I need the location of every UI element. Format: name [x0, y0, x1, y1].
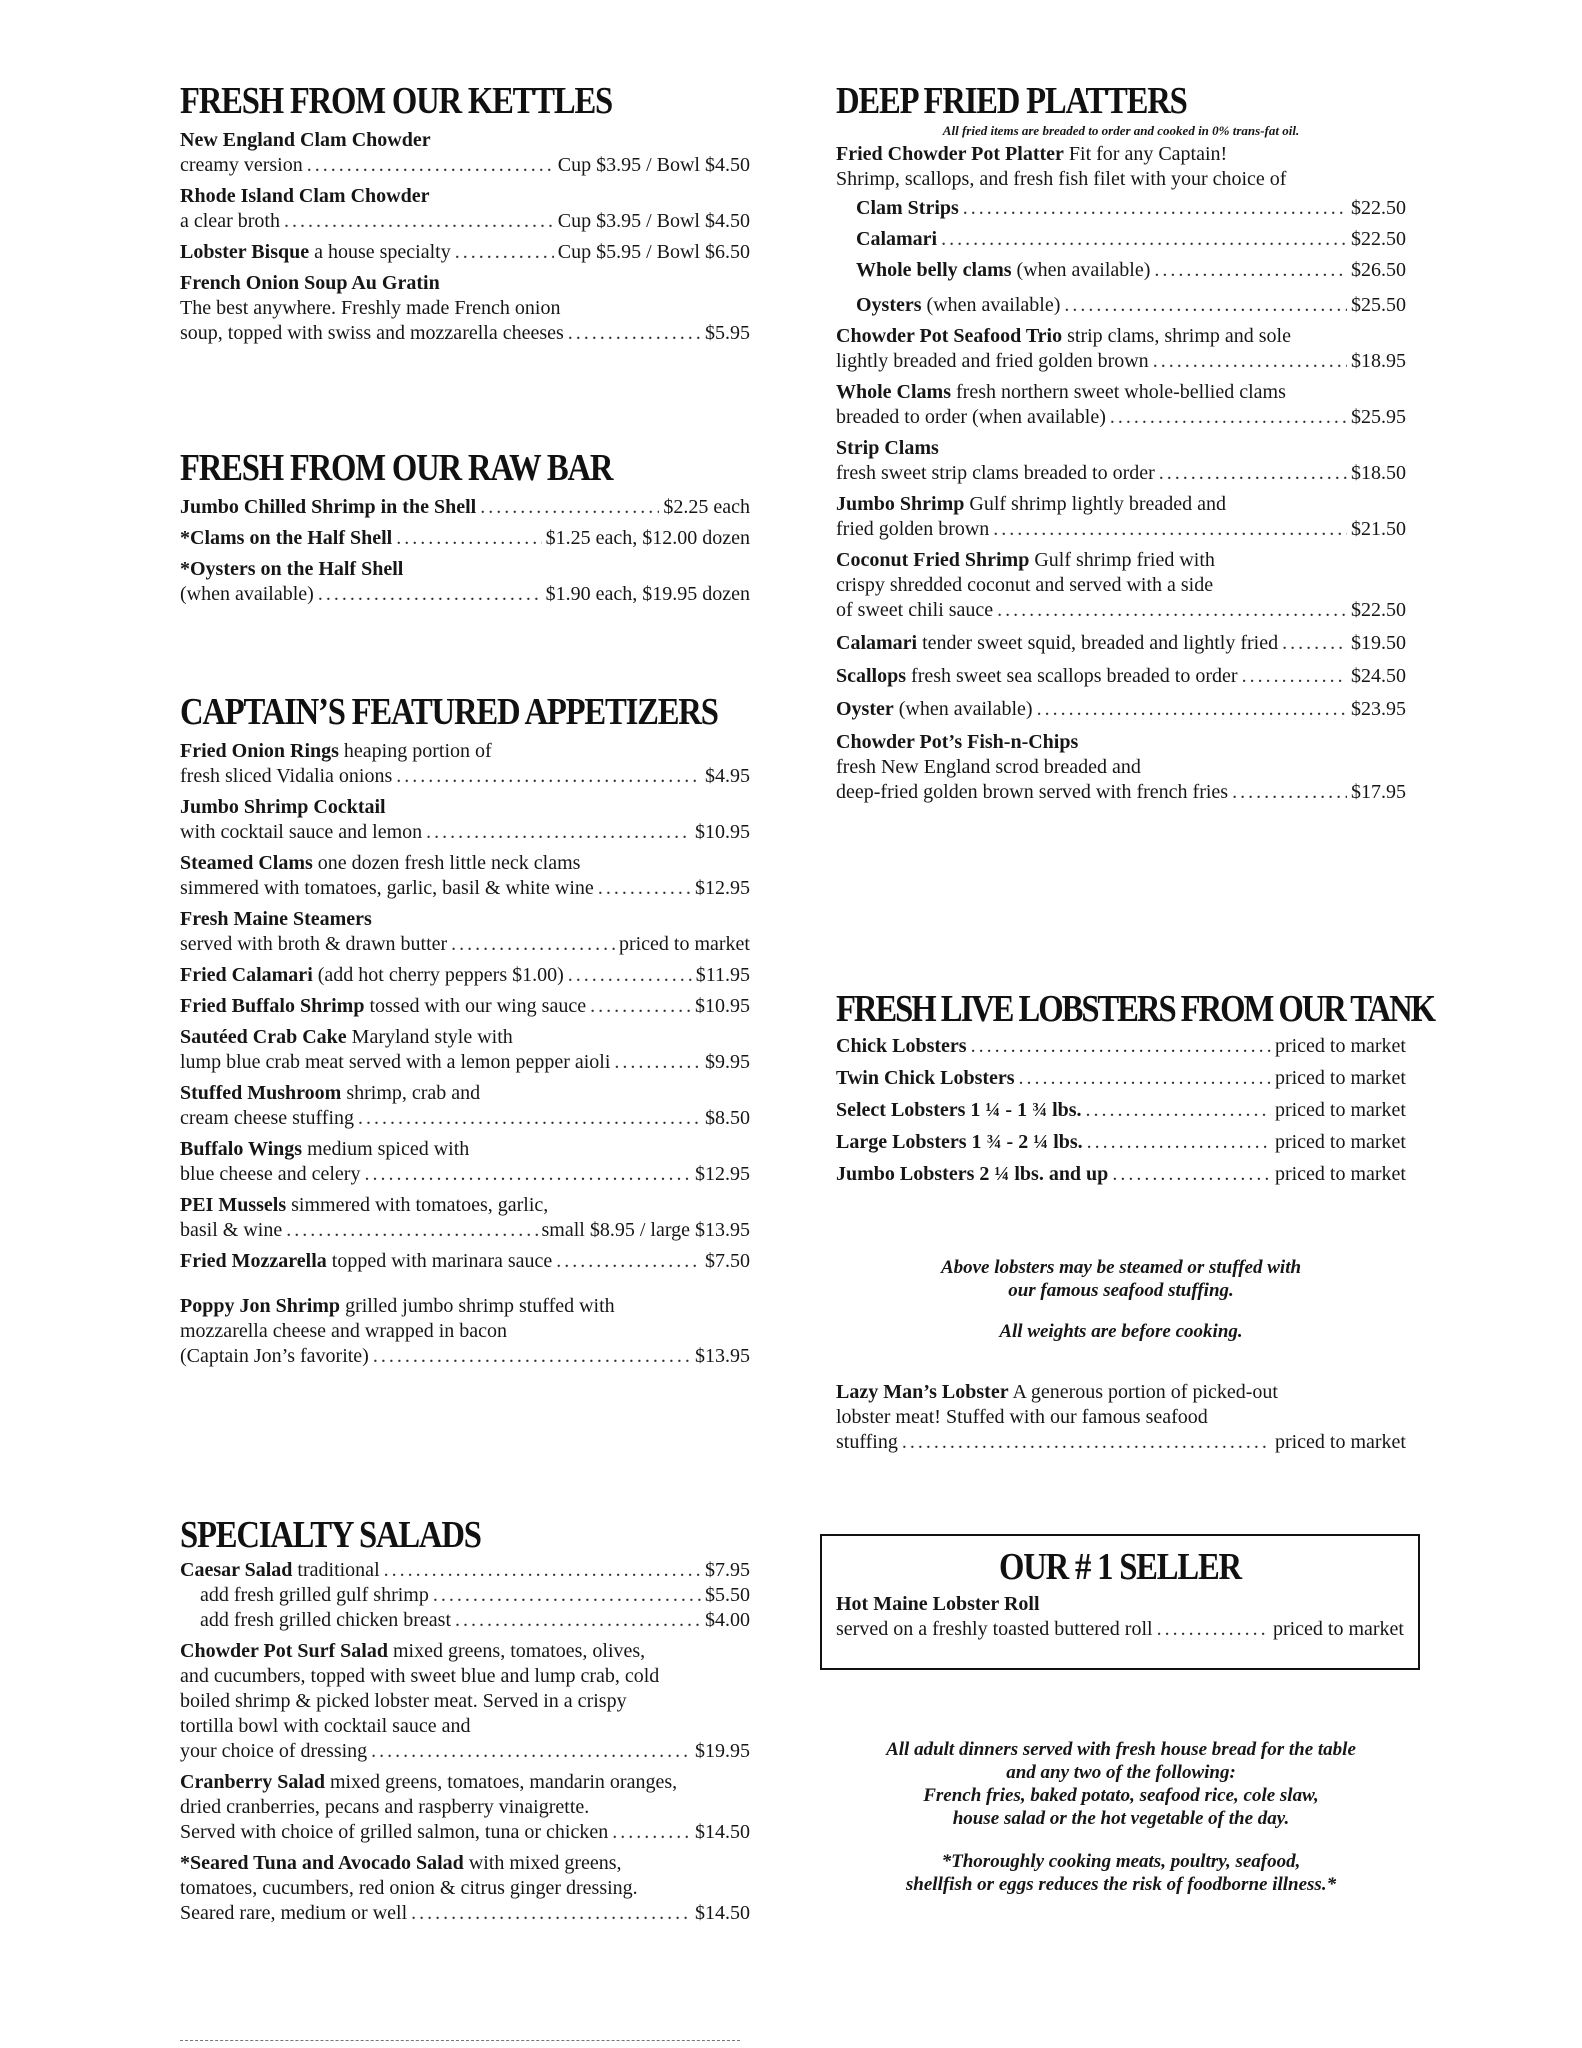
section-title-lobsters: FRESH LIVE LOBSTERS FROM OUR TANK: [836, 988, 1435, 1030]
item-desc: breaded to order (when available): [836, 406, 1106, 428]
item-desc: deep-fried golden brown served with french fries: [836, 781, 1229, 803]
item-desc: Shrimp, scallops, and fresh fish filet with your choice of: [836, 168, 1287, 190]
item-price: $12.95: [695, 877, 750, 899]
item-desc: (add hot cherry peppers $1.00): [312, 964, 564, 986]
item-desc: Fit for any Captain!: [1063, 143, 1228, 165]
menu-item: [180, 1249, 750, 1274]
menu-item: [180, 1137, 750, 1187]
item-price: $10.95: [695, 821, 750, 843]
item-desc: served on a freshly toasted buttered roll: [836, 1618, 1153, 1640]
platters-section: [836, 80, 1406, 805]
item-desc: a clear broth: [180, 210, 280, 232]
item-name: Chowder Pot Surf Salad: [180, 1640, 388, 1662]
item-price: $11.95: [695, 964, 750, 986]
item-desc: fresh New England scrod breaded and: [836, 756, 1141, 778]
lobster-notes: [836, 1256, 1406, 1343]
item-desc: fresh sweet sea scallops breaded to order: [906, 665, 1238, 687]
item-name: PEI Mussels: [180, 1194, 287, 1216]
menu-item: [836, 730, 1406, 805]
kettles-section: [180, 80, 750, 346]
lazy-lobster: [836, 1374, 1406, 1455]
menu-item: [180, 526, 750, 551]
section-title-rawbar: FRESH FROM OUR RAW BAR: [180, 447, 613, 489]
safety-note: *Thoroughly cooking meats, poultry, seafood,: [941, 1851, 1301, 1872]
item-price: $14.50: [695, 1821, 750, 1843]
lobsters-section: [836, 988, 1435, 1187]
item-name: Fried Calamari: [180, 964, 313, 986]
item-name: French Onion Soup Au Gratin: [180, 272, 440, 294]
item-name: Fresh Maine Steamers: [180, 908, 372, 930]
item-name: Fried Mozzarella: [180, 1250, 327, 1272]
item-desc: A generous portion of picked-out: [1008, 1381, 1278, 1403]
item-name: Steamed Clams: [180, 852, 313, 874]
item-name: Jumbo Lobsters 2 ¼ lbs. and up: [836, 1163, 1109, 1185]
item-price: $12.95: [695, 1163, 750, 1185]
item-name: Jumbo Chilled Shrimp in the Shell: [180, 496, 477, 518]
item-price: Cup $3.95 / Bowl $4.50: [557, 210, 750, 232]
item-price: $5.50: [705, 1584, 750, 1606]
item-desc: Seared rare, medium or well: [180, 1902, 408, 1924]
menu-item: [180, 739, 750, 789]
menu-item: [180, 240, 750, 265]
item-desc: crispy shredded coconut and served with a side: [836, 574, 1214, 596]
item-price: $9.95: [705, 1051, 750, 1073]
item-desc: creamy version: [180, 154, 303, 176]
dinner-note: and any two of the following:: [1006, 1762, 1236, 1783]
item-desc: of sweet chili sauce: [836, 599, 994, 621]
menu-item: [180, 795, 750, 845]
item-desc: fried golden brown: [836, 518, 990, 540]
item-desc: mixed greens, tomatoes, olives,: [388, 1640, 646, 1662]
choice-name: Oysters: [856, 294, 922, 316]
menu-item: [180, 1294, 750, 1369]
platters-note: All fried items are breaded to order and cooked in 0% trans-fat oil.: [942, 123, 1300, 138]
item-desc: a house specialty: [309, 241, 451, 263]
choice-name: Calamari: [856, 228, 938, 250]
item-price: $1.25 each, $12.00 dozen: [545, 527, 750, 549]
item-price: $22.50: [1351, 228, 1406, 250]
item-addon: add fresh grilled chicken breast: [200, 1609, 452, 1631]
menu-item: [836, 697, 1406, 722]
menu-item: [180, 1851, 750, 1926]
item-name: Lazy Man’s Lobster: [836, 1381, 1009, 1403]
item-name: *Seared Tuna and Avocado Salad: [180, 1852, 464, 1874]
item-name: Fried Buffalo Shrimp: [180, 995, 365, 1017]
menu-item: [836, 324, 1406, 374]
item-price: priced to market: [1274, 1035, 1406, 1057]
menu-item: [836, 1380, 1406, 1455]
item-price: $17.95: [1351, 781, 1406, 803]
item-name: *Clams on the Half Shell: [180, 527, 393, 549]
item-desc: served with broth & drawn butter: [180, 933, 448, 955]
item-desc: grilled jumbo shrimp stuffed with: [340, 1295, 615, 1317]
menu-item: [836, 631, 1406, 656]
item-price: $21.50: [1351, 518, 1406, 540]
item-name: Chowder Pot Seafood Trio: [836, 325, 1063, 347]
item-name: Strip Clams: [836, 437, 939, 459]
item-price: Cup $5.95 / Bowl $6.50: [557, 241, 750, 263]
item-name: Poppy Jon Shrimp: [180, 1295, 341, 1317]
dinner-note: French fries, baked potato, seafood rice, cole slaw,: [923, 1785, 1319, 1806]
item-price: $26.50: [1351, 259, 1406, 281]
section-title-platters: DEEP FRIED PLATTERS: [836, 80, 1187, 122]
menu-item: [180, 1770, 750, 1845]
item-desc: topped with marinara sauce: [326, 1250, 553, 1272]
item-price: priced to market: [618, 933, 750, 955]
item-price: $19.50: [1351, 632, 1406, 654]
menu-item: [180, 1081, 750, 1131]
item-desc: traditional: [292, 1559, 380, 1581]
salads-section: [180, 1514, 750, 1926]
menu-item: [836, 436, 1406, 486]
item-price: $7.95: [705, 1559, 750, 1581]
menu-item: [180, 495, 750, 520]
appetizers-section: [180, 691, 750, 1369]
item-name: Coconut Fried Shrimp: [836, 549, 1030, 571]
choice-desc: (when available): [921, 294, 1061, 316]
item-price: small $8.95 / large $13.95: [541, 1219, 750, 1241]
item-desc: and cucumbers, topped with sweet blue and lump crab, cold: [180, 1665, 660, 1687]
item-price: $18.50: [1351, 462, 1406, 484]
item-price: $1.90 each, $19.95 dozen: [545, 583, 750, 605]
item-desc: tortilla bowl with cocktail sauce and: [180, 1715, 471, 1737]
safety-note: shellfish or eggs reduces the risk of foodborne illness.*: [905, 1874, 1337, 1895]
item-name: Oyster: [836, 698, 894, 720]
dinner-note: house salad or the hot vegetable of the day.: [952, 1808, 1290, 1829]
menu-item: [180, 184, 750, 234]
item-desc: boiled shrimp & picked lobster meat. Served in a crispy: [180, 1690, 627, 1712]
item-price: Cup $3.95 / Bowl $4.50: [557, 154, 750, 176]
item-name: Chick Lobsters: [836, 1035, 967, 1057]
menu-item: [836, 380, 1406, 430]
item-name: Twin Chick Lobsters: [836, 1067, 1015, 1089]
item-price: $23.95: [1351, 698, 1406, 720]
item-desc: cream cheese stuffing: [180, 1107, 354, 1129]
item-desc: shrimp, crab and: [341, 1082, 481, 1104]
item-name: Stuffed Mushroom: [180, 1082, 342, 1104]
item-desc: lightly breaded and fried golden brown: [836, 350, 1149, 372]
menu-item: [836, 1592, 1404, 1642]
menu-item: [180, 907, 750, 957]
menu-item: [836, 1162, 1406, 1187]
item-name: Caesar Salad: [180, 1559, 293, 1581]
item-addon: add fresh grilled gulf shrimp: [200, 1584, 429, 1606]
item-desc: (Captain Jon’s favorite): [180, 1345, 369, 1367]
menu-item: [836, 1098, 1406, 1123]
dinner-note: All adult dinners served with fresh house bread for the table: [886, 1739, 1356, 1760]
item-price: $4.95: [705, 765, 750, 787]
item-desc: dried cranberries, pecans and raspberry vinaigrette.: [180, 1796, 590, 1818]
item-name: Fried Chowder Pot Platter: [836, 143, 1064, 165]
item-name: Large Lobsters 1 ¾ - 2 ¼ lbs.: [836, 1131, 1083, 1153]
item-desc: tender sweet squid, breaded and lightly fried: [917, 632, 1279, 654]
item-price: $22.50: [1351, 599, 1406, 621]
choice-name: Clam Strips: [856, 197, 959, 219]
menu-item: [180, 963, 750, 988]
item-desc: mixed greens, tomatoes, mandarin oranges,: [325, 1771, 678, 1793]
page-bottom-rule: [180, 2040, 740, 2041]
item-desc: soup, topped with swiss and mozzarella cheeses: [180, 322, 564, 344]
item-name: *Oysters on the Half Shell: [180, 558, 404, 580]
item-name: Buffalo Wings: [180, 1138, 303, 1160]
item-desc: heaping portion of: [338, 740, 492, 762]
item-name: Sautéed Crab Cake: [180, 1026, 347, 1048]
dinner-notes: [836, 1738, 1406, 1896]
item-desc: Gulf shrimp fried with: [1029, 549, 1215, 571]
item-price: $25.95: [1351, 406, 1406, 428]
choice-desc: (when available): [1011, 259, 1151, 281]
item-desc: blue cheese and celery: [180, 1163, 361, 1185]
item-desc: stuffing: [836, 1431, 898, 1453]
item-price: $18.95: [1351, 350, 1406, 372]
item-price: $25.50: [1351, 294, 1406, 316]
lobster-note: Above lobsters may be steamed or stuffed with: [940, 1257, 1302, 1278]
menu-item: [180, 994, 750, 1019]
lobster-note: our famous seafood stuffing.: [1008, 1280, 1234, 1301]
item-desc: fresh sweet strip clams breaded to order: [836, 462, 1155, 484]
item-desc: your choice of dressing: [180, 1740, 368, 1762]
menu-item: [836, 142, 1406, 318]
item-name: Rhode Island Clam Chowder: [180, 185, 430, 207]
item-price: $7.50: [705, 1250, 750, 1272]
item-name: Fried Onion Rings: [180, 740, 339, 762]
item-price: $5.95: [705, 322, 750, 344]
item-name: Select Lobsters 1 ¼ - 1 ¾ lbs.: [836, 1099, 1082, 1121]
menu-item: [180, 851, 750, 901]
item-name: Scallops: [836, 665, 907, 687]
item-price: priced to market: [1274, 1131, 1406, 1153]
item-desc: simmered with tomatoes, garlic, basil & white wine: [180, 877, 594, 899]
item-desc: fresh northern sweet whole-bellied clams: [951, 381, 1286, 403]
item-price: priced to market: [1274, 1163, 1406, 1185]
item-desc: medium spiced with: [302, 1138, 470, 1160]
item-desc: with cocktail sauce and lemon: [180, 821, 423, 843]
item-name: Chowder Pot’s Fish-n-Chips: [836, 731, 1079, 753]
menu-item: [836, 1066, 1406, 1091]
item-desc: Served with choice of grilled salmon, tuna or chicken: [180, 1821, 609, 1843]
menu-item: [180, 1639, 750, 1764]
item-desc: mozzarella cheese and wrapped in bacon: [180, 1320, 508, 1342]
item-price: $2.25 each: [663, 496, 750, 518]
item-desc: lobster meat! Stuffed with our famous seafood: [836, 1406, 1208, 1428]
item-desc: (when available): [893, 698, 1033, 720]
item-desc: Maryland style with: [346, 1026, 513, 1048]
rawbar-section: [180, 447, 750, 607]
item-desc: basil & wine: [180, 1219, 283, 1241]
section-title-seller: OUR # 1 SELLER: [999, 1546, 1241, 1588]
section-title-appetizers: CAPTAIN’S FEATURED APPETIZERS: [180, 691, 718, 733]
item-desc: (when available): [180, 583, 314, 605]
item-name: New England Clam Chowder: [180, 129, 431, 151]
item-price: priced to market: [1274, 1099, 1406, 1121]
menu-item: [836, 664, 1406, 689]
menu-item: [836, 1034, 1406, 1059]
item-desc: tomatoes, cucumbers, red onion & citrus ginger dressing.: [180, 1877, 638, 1899]
menu-item: [836, 492, 1406, 542]
menu-item: [836, 548, 1406, 623]
item-desc: simmered with tomatoes, garlic,: [286, 1194, 549, 1216]
item-name: Jumbo Shrimp Cocktail: [180, 796, 386, 818]
item-desc: Gulf shrimp lightly breaded and: [964, 493, 1226, 515]
choice-name: Whole belly clams: [856, 259, 1012, 281]
menu-item: [180, 1025, 750, 1075]
item-price: priced to market: [1274, 1067, 1406, 1089]
item-name: Jumbo Shrimp: [836, 493, 965, 515]
menu-item: [180, 128, 750, 178]
item-price: $4.00: [705, 1609, 750, 1631]
menu-item: [180, 1558, 750, 1633]
item-name: Hot Maine Lobster Roll: [836, 1593, 1040, 1615]
item-name: Calamari: [836, 632, 918, 654]
item-price: priced to market: [1274, 1431, 1406, 1453]
item-desc: The best anywhere. Freshly made French onion: [180, 297, 561, 319]
item-name: Cranberry Salad: [180, 1771, 325, 1793]
item-price: priced to market: [1272, 1618, 1404, 1640]
item-desc: one dozen fresh little neck clams: [312, 852, 581, 874]
menu-item: [180, 557, 750, 607]
weights-note: All weights are before cooking.: [999, 1321, 1243, 1342]
item-desc: strip clams, shrimp and sole: [1062, 325, 1291, 347]
item-desc: with mixed greens,: [463, 1852, 622, 1874]
item-price: $24.50: [1351, 665, 1406, 687]
top-seller-box: [820, 1534, 1420, 1670]
menu-item: [836, 1130, 1406, 1155]
item-price: $19.95: [695, 1740, 750, 1762]
item-desc: lump blue crab meat served with a lemon pepper aioli: [180, 1051, 611, 1073]
item-desc: fresh sliced Vidalia onions: [180, 765, 393, 787]
item-name: Whole Clams: [836, 381, 951, 403]
item-desc: tossed with our wing sauce: [364, 995, 587, 1017]
menu-item: [180, 1193, 750, 1243]
item-name: Lobster Bisque: [180, 241, 310, 263]
item-price: $10.95: [695, 995, 750, 1017]
item-price: $22.50: [1351, 197, 1406, 219]
menu-item: [180, 271, 750, 346]
item-price: $14.50: [695, 1902, 750, 1924]
section-title-kettles: FRESH FROM OUR KETTLES: [180, 80, 613, 122]
item-price: $13.95: [695, 1345, 750, 1367]
item-price: $8.50: [705, 1107, 750, 1129]
section-title-salads: SPECIALTY SALADS: [180, 1514, 481, 1556]
